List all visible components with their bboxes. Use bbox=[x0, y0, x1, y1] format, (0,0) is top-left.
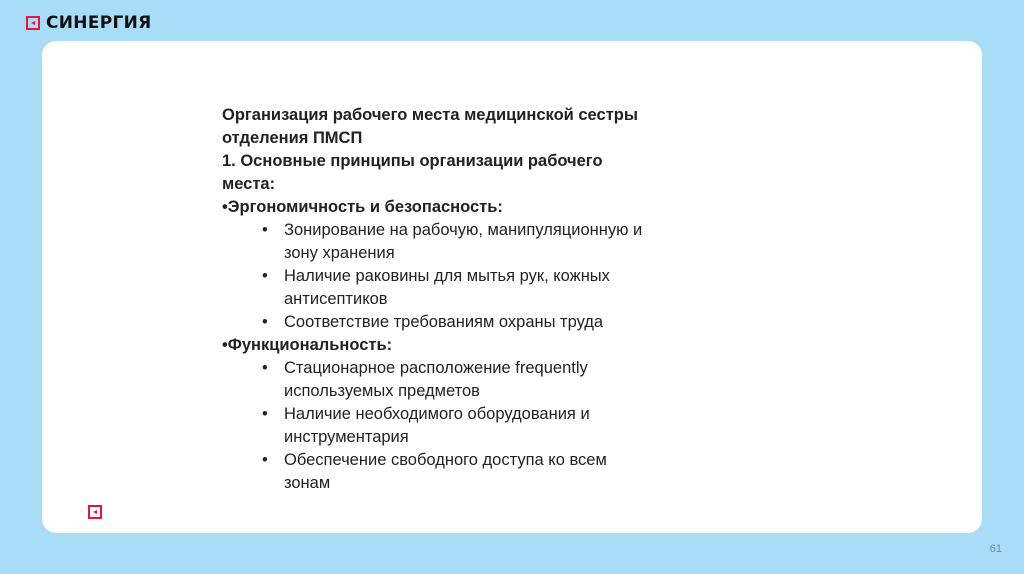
brand-name: СИНЕРГИЯ bbox=[46, 13, 152, 33]
slide-content bbox=[222, 104, 742, 495]
section-heading-functionality: •Функциональность: bbox=[222, 336, 393, 354]
ergonomics-list bbox=[222, 219, 742, 334]
list-item: • Наличие необходимого оборудования и инструментария bbox=[262, 405, 590, 446]
bullet-icon: • bbox=[262, 267, 268, 285]
bullet-icon: • bbox=[262, 313, 268, 331]
synergy-logo-icon bbox=[26, 16, 40, 30]
brand-header bbox=[26, 11, 152, 35]
page-number: 61 bbox=[989, 543, 1002, 555]
slide-subtitle-line-2: места: bbox=[222, 175, 276, 193]
slide-title bbox=[222, 104, 742, 150]
slide-subtitle-line-1: 1. Основные принципы организации рабочего bbox=[222, 152, 603, 170]
bullet-icon: • bbox=[262, 405, 268, 423]
list-item: • Наличие раковины для мытья рук, кожных антисептиков bbox=[262, 267, 610, 308]
synergy-footer-icon bbox=[88, 505, 102, 519]
bullet-icon: • bbox=[262, 451, 268, 469]
list-item: • Соответствие требованиям охраны труда bbox=[262, 311, 742, 334]
list-item: • Стационарное расположение frequently используемых предметов bbox=[262, 359, 588, 400]
section-heading-ergonomics: •Эргономичность и безопасность: bbox=[222, 198, 503, 216]
bullet-icon: • bbox=[262, 359, 268, 377]
functionality-list bbox=[222, 357, 742, 495]
slide-title-line-2: отделения ПМСП bbox=[222, 129, 363, 147]
slide-title-line-1: Организация рабочего места медицинской сестры bbox=[222, 106, 638, 124]
slide-subtitle bbox=[222, 150, 742, 196]
list-item: • Зонирование на рабочую, манипуляционную и зону хранения bbox=[262, 221, 643, 262]
list-item: • Обеспечение свободного доступа ко всем зонам bbox=[262, 451, 607, 492]
bullet-icon: • bbox=[262, 221, 268, 239]
